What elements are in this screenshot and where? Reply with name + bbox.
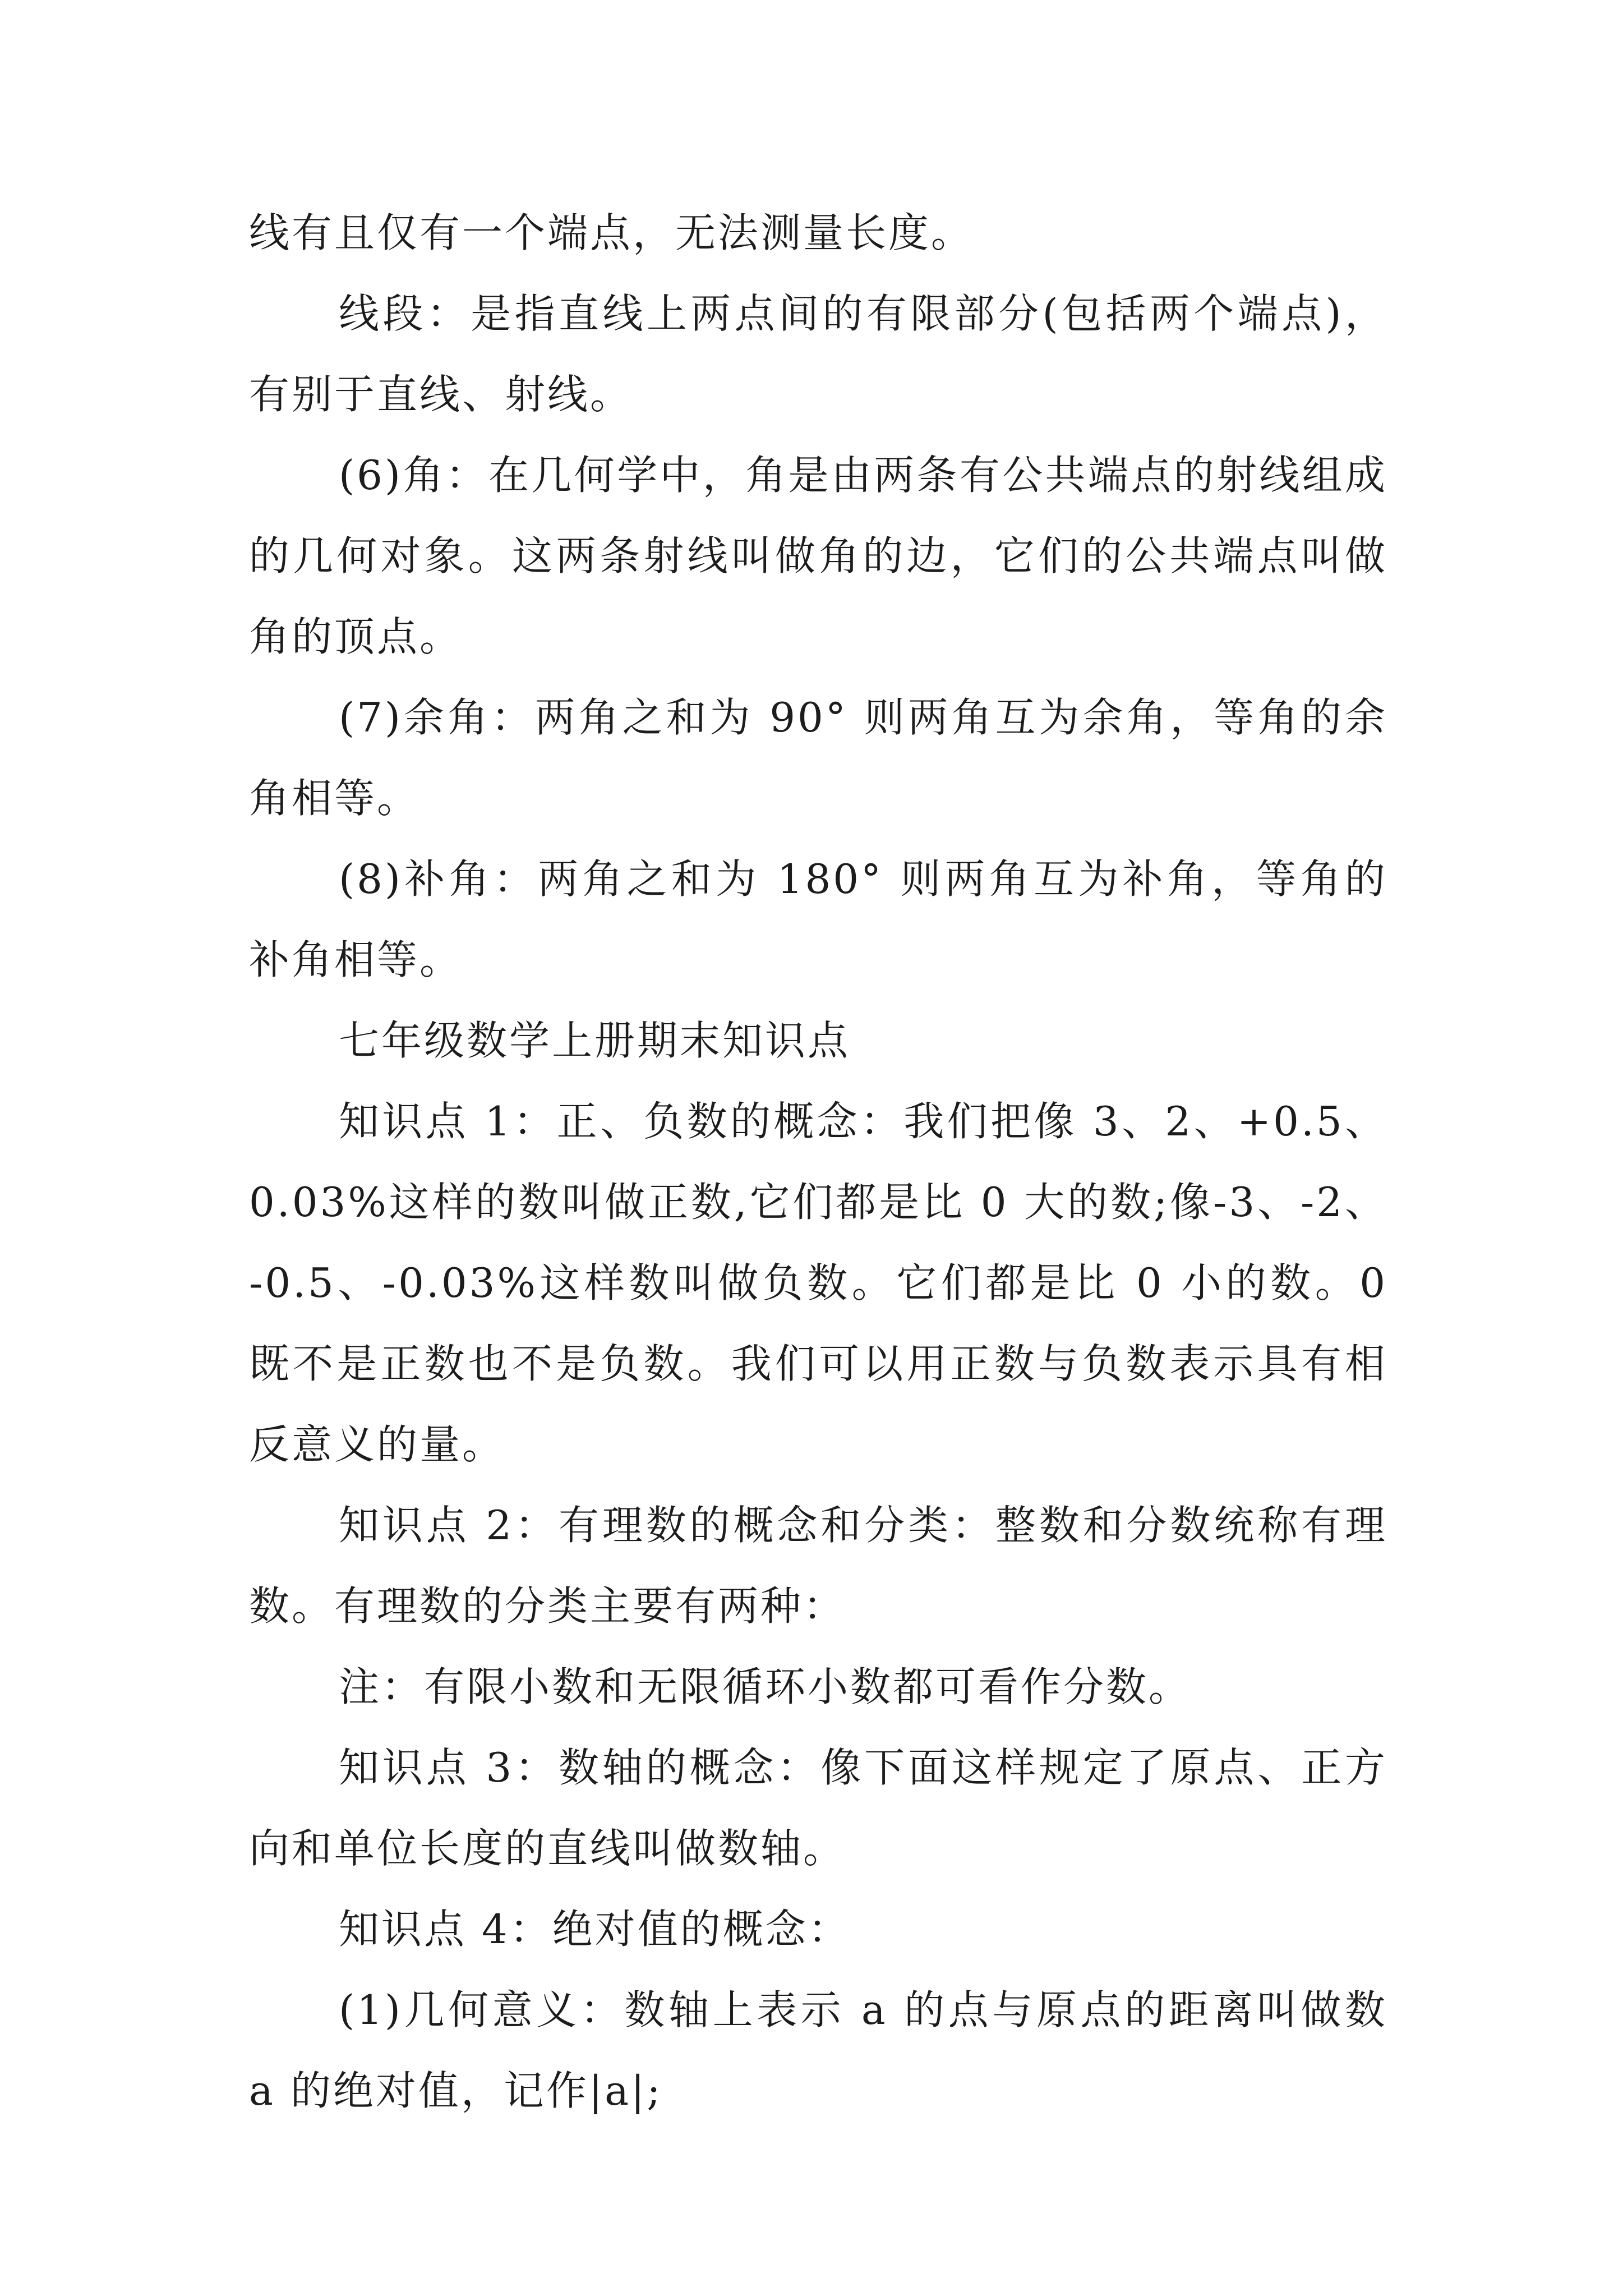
paragraph-line-segment: 线段：是指直线上两点间的有限部分(包括两个端点)，有别于直线、射线。 <box>249 290 1387 418</box>
paragraph-angle: (6)角：在几何学中，角是由两条有公共端点的射线组成的几何对象。这两条射线叫做角的边，它们的公共端点叫做角的顶点。 <box>249 452 1387 660</box>
paragraph-geometric-meaning: (1)几何意义：数轴上表示 a 的点与原点的距离叫做数 a 的绝对值，记作|a|; <box>249 1986 1387 2114</box>
document-body <box>249 192 1387 2131</box>
paragraph-knowledge-point-1: 知识点 1：正、负数的概念：我们把像 3、2、+0.5、0.03%这样的数叫做正数,它们都是比 0 大的数;像-3、-2、-0.5、-0.03%这样数叫做负数。它们都是比 0 小的数。0 既不是正数也不是负数。我们可以用正数与负数表示具有相反意义的量。 <box>249 1098 1387 1468</box>
paragraph-knowledge-point-2: 知识点 2：有理数的概念和分类：整数和分数统称有理数。有理数的分类主要有两种： <box>249 1502 1387 1630</box>
paragraph-note: 注：有限小数和无限循环小数都可看作分数。 <box>339 1663 1192 1710</box>
paragraph-supplementary-angle: (8)补角：两角之和为 180° 则两角互为补角，等角的补角相等。 <box>249 855 1387 983</box>
paragraph-ray-endpoint: 线有且仅有一个端点，无法测量长度。 <box>249 209 974 256</box>
section-heading: 七年级数学上册期末知识点 <box>339 1017 851 1064</box>
paragraph-complementary-angle: (7)余角：两角之和为 90° 则两角互为余角，等角的余角相等。 <box>249 694 1387 822</box>
paragraph-knowledge-point-4: 知识点 4：绝对值的概念： <box>339 1906 851 1953</box>
paragraph-knowledge-point-3: 知识点 3：数轴的概念：像下面这样规定了原点、正方向和单位长度的直线叫做数轴。 <box>249 1744 1387 1872</box>
